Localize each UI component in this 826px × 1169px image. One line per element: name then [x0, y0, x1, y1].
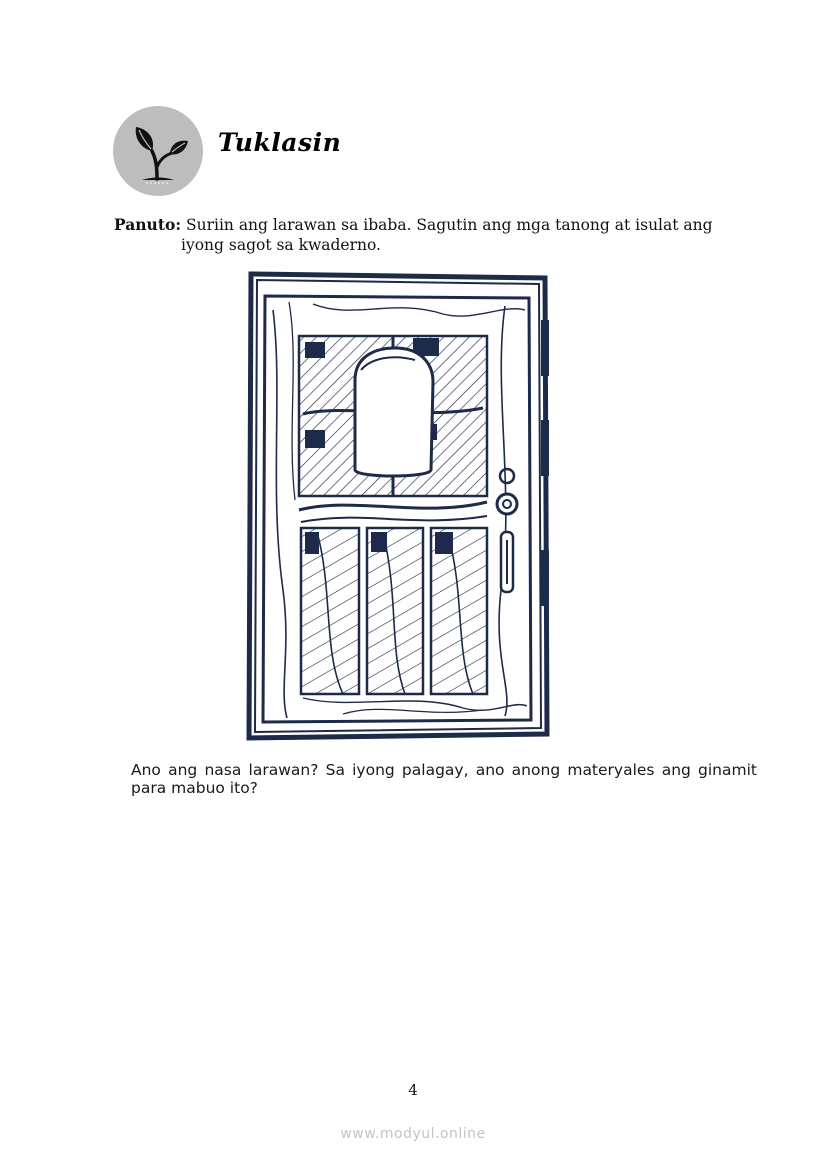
seedling-icon	[112, 105, 204, 197]
door-illustration	[243, 270, 553, 742]
instruction-text-line2: iyong sagot sa kwaderno.	[181, 236, 381, 254]
instruction-label: Panuto:	[114, 215, 182, 234]
instruction-text-line1: Suriin ang larawan sa ibaba. Sagutin ang mga tanong at isulat ang	[185, 216, 713, 234]
section-title: Tuklasin	[218, 128, 342, 157]
instruction	[114, 215, 714, 255]
watermark: www.modyul.online	[340, 1126, 486, 1142]
question-text: Ano ang nasa larawan? Sa iyong palagay, ano anong materyales ang ginamit para mabuo ito?	[131, 761, 757, 797]
page-number: 4	[408, 1081, 418, 1099]
